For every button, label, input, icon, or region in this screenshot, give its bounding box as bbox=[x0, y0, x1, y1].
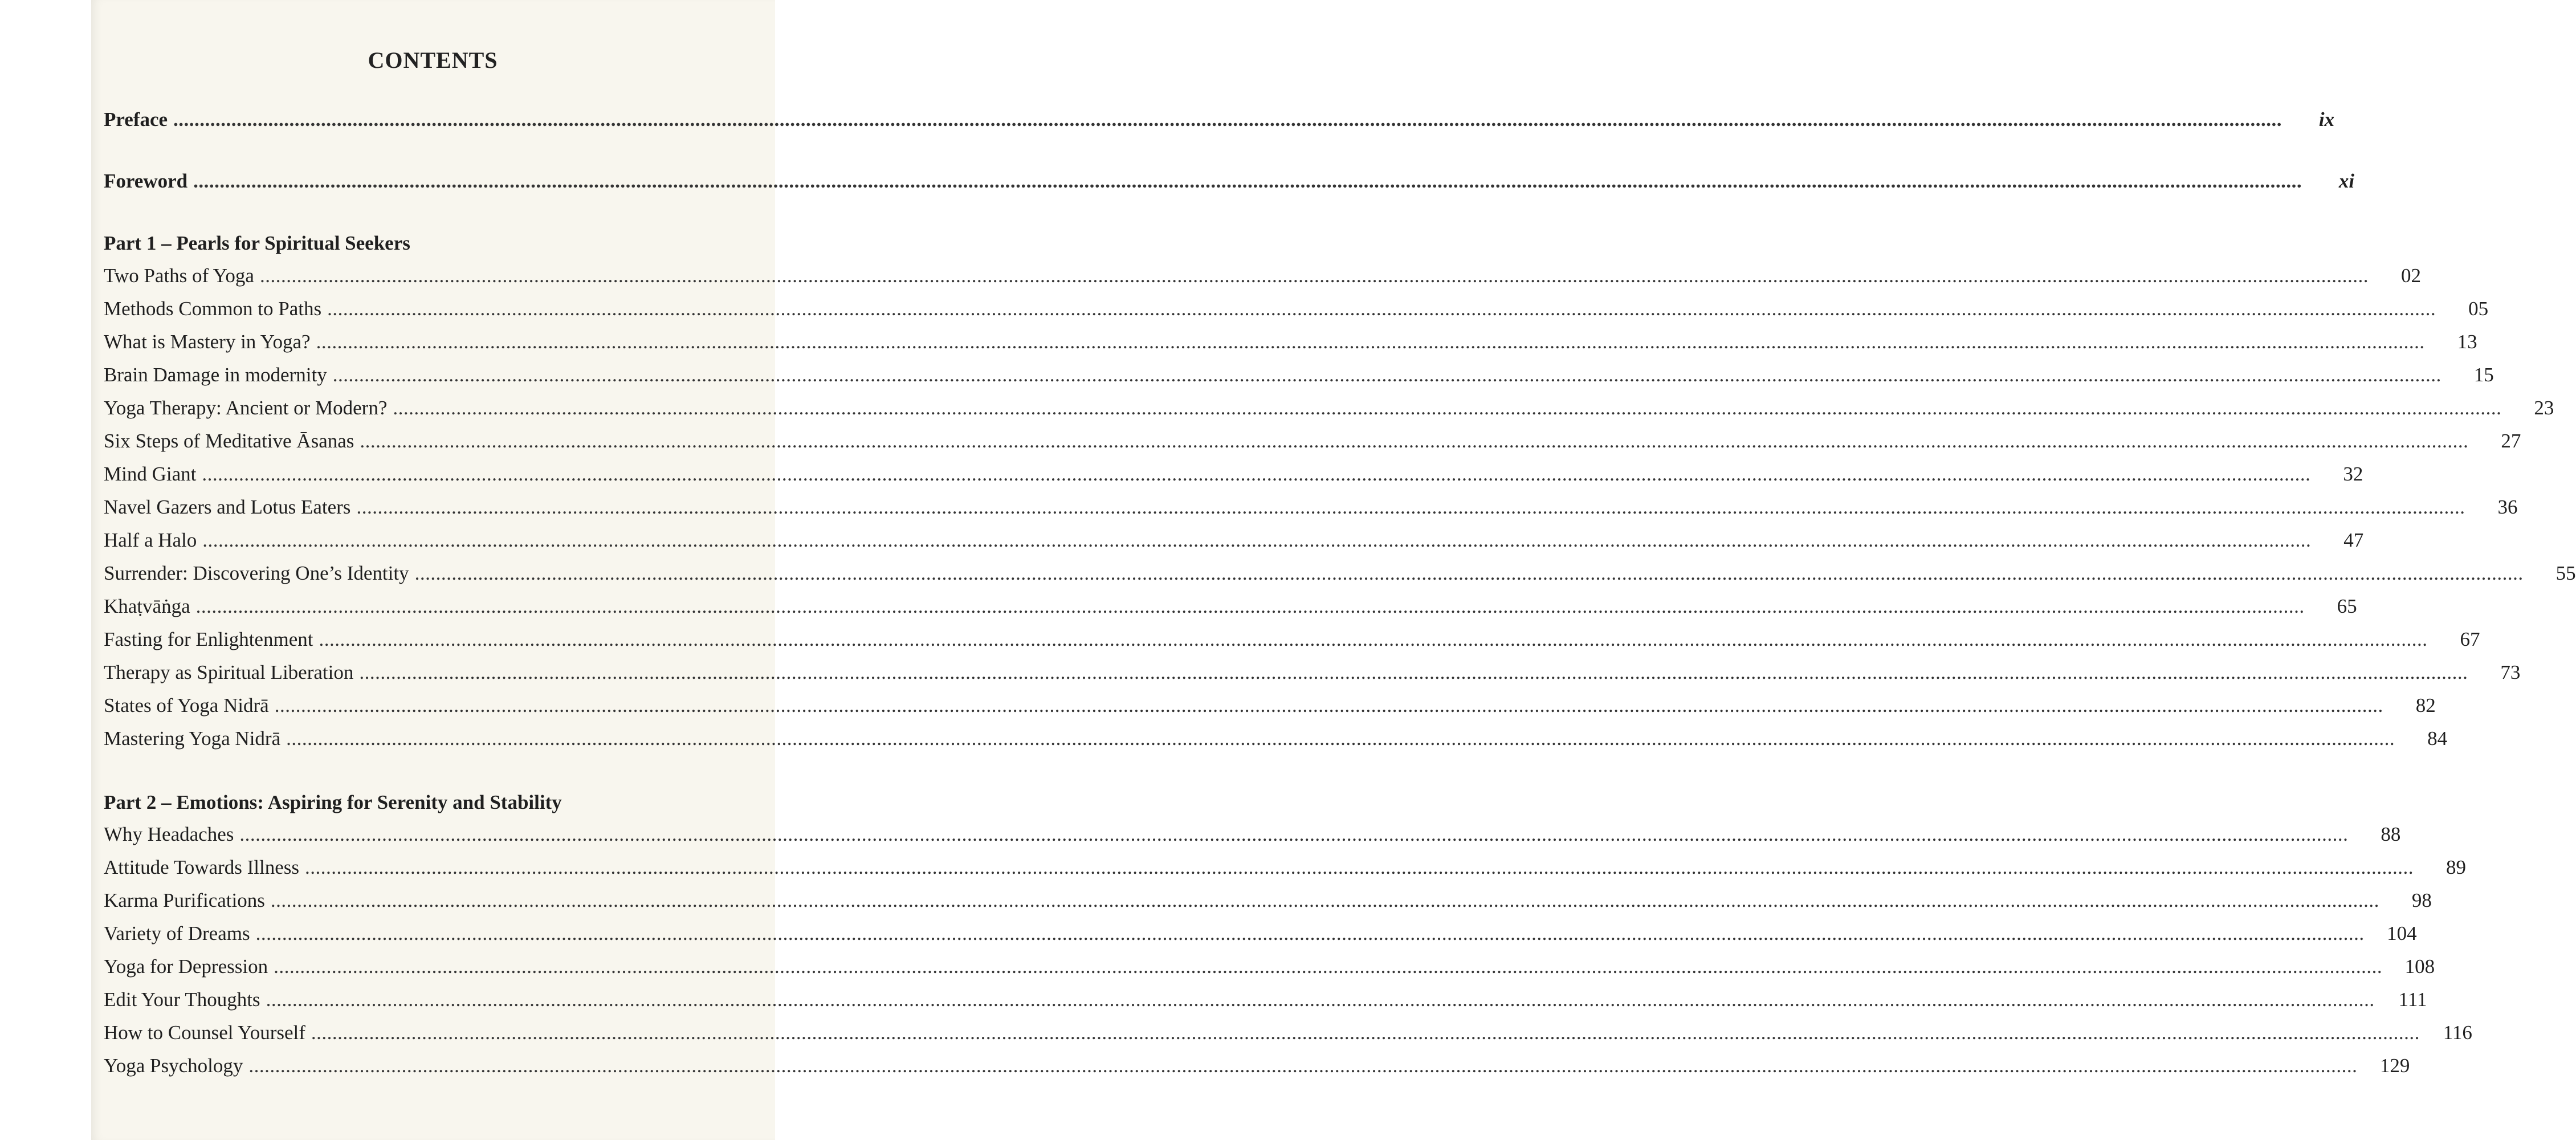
toc-entry[interactable] bbox=[104, 821, 2401, 848]
toc-entry-foreword[interactable] bbox=[104, 168, 2355, 195]
toc-entry-label: Yoga Therapy: Ancient or Modern? bbox=[104, 397, 388, 419]
dot-leader: ................................................................................................................................................................................................................................................................................................................................................................................................................ bbox=[360, 430, 2469, 452]
toc-entry[interactable] bbox=[104, 1019, 2472, 1047]
dot-leader: ................................................................................................................................................................................................................................................................................................................................................................................................................ bbox=[359, 661, 2468, 683]
page-title: CONTENTS bbox=[368, 47, 498, 73]
dot-leader: ................................................................................................................................................................................................................................................................................................................................................................................................................ bbox=[286, 727, 2395, 750]
toc-entry[interactable] bbox=[104, 1052, 2410, 1080]
dot-leader: ................................................................................................................................................................................................................................................................................................................................................................................................................ bbox=[270, 889, 2379, 911]
dot-leader: ................................................................................................................................................................................................................................................................................................................................................................................................................ bbox=[195, 595, 2305, 617]
toc-entry-page: 116 bbox=[2443, 1021, 2472, 1044]
toc-entry-page: 84 bbox=[2427, 727, 2448, 750]
toc-entry-page: xi bbox=[2338, 170, 2355, 192]
toc-entry[interactable] bbox=[104, 659, 2521, 686]
toc-entry[interactable] bbox=[104, 920, 2417, 947]
toc-entry[interactable] bbox=[104, 494, 2518, 521]
toc-entry[interactable] bbox=[104, 262, 2421, 290]
dot-leader: ................................................................................................................................................................................................................................................................................................................................................................................................................ bbox=[193, 170, 2302, 192]
toc-entry-label: Preface bbox=[104, 108, 168, 131]
toc-entry-label: Edit Your Thoughts bbox=[104, 988, 260, 1011]
toc-entry-label: Foreword bbox=[104, 170, 188, 192]
toc-entry-label: Yoga Psychology bbox=[104, 1054, 243, 1077]
toc-entry-page: 15 bbox=[2473, 364, 2494, 386]
toc-entry-page: 82 bbox=[2415, 694, 2436, 716]
toc-entry-page: 104 bbox=[2387, 922, 2417, 944]
toc-entry[interactable] bbox=[104, 361, 2494, 389]
toc-entry-label: Six Steps of Meditative Āsanas bbox=[104, 430, 354, 452]
dot-leader: ................................................................................................................................................................................................................................................................................................................................................................................................................ bbox=[255, 922, 2365, 944]
toc-entry-label: Surrender: Discovering One’s Identity bbox=[104, 562, 409, 584]
dot-leader: ................................................................................................................................................................................................................................................................................................................................................................................................................ bbox=[414, 562, 2524, 584]
dot-leader: ................................................................................................................................................................................................................................................................................................................................................................................................................ bbox=[202, 529, 2312, 551]
toc-entry[interactable] bbox=[104, 560, 2576, 587]
toc-entry-label: Khaṭvāṅga bbox=[104, 595, 190, 617]
toc-entry-label: Brain Damage in modernity bbox=[104, 364, 327, 386]
dot-leader: ................................................................................................................................................................................................................................................................................................................................................................................................................ bbox=[239, 823, 2349, 845]
toc-entry-preface[interactable] bbox=[104, 106, 2335, 133]
dot-leader: ................................................................................................................................................................................................................................................................................................................................................................................................................ bbox=[274, 694, 2383, 716]
toc-entry[interactable] bbox=[104, 692, 2436, 719]
toc-entry-page: 98 bbox=[2411, 889, 2432, 911]
toc-entry-label: Half a Halo bbox=[104, 529, 197, 551]
toc-entry-page: 67 bbox=[2460, 628, 2480, 650]
toc-entry[interactable] bbox=[104, 854, 2466, 881]
toc-entry-page: 55 bbox=[2555, 562, 2576, 584]
dot-leader: ................................................................................................................................................................................................................................................................................................................................................................................................................ bbox=[319, 628, 2428, 650]
toc-entry-label: What is Mastery in Yoga? bbox=[104, 331, 311, 353]
toc-entry[interactable] bbox=[104, 427, 2521, 455]
toc-entry-label: Mastering Yoga Nidrā bbox=[104, 727, 281, 750]
toc-entry-label: States of Yoga Nidrā bbox=[104, 694, 269, 716]
toc-entry-label: Mind Giant bbox=[104, 463, 197, 485]
toc-entry-page: ix bbox=[2318, 108, 2335, 131]
dot-leader: ................................................................................................................................................................................................................................................................................................................................................................................................................ bbox=[259, 264, 2369, 287]
toc-entry[interactable] bbox=[104, 527, 2364, 554]
toc-entry-label: Two Paths of Yoga bbox=[104, 264, 254, 287]
part-1-heading: Part 1 – Pearls for Spiritual Seekers bbox=[104, 232, 410, 254]
dot-leader: ................................................................................................................................................................................................................................................................................................................................................................................................................ bbox=[327, 298, 2436, 320]
toc-entry[interactable] bbox=[104, 461, 2363, 488]
toc-entry-label: Karma Purifications bbox=[104, 889, 265, 911]
toc-entry-page: 108 bbox=[2404, 955, 2435, 978]
toc-entry-page: 65 bbox=[2337, 595, 2357, 617]
toc-entry-page: 89 bbox=[2445, 856, 2466, 878]
dot-leader: ................................................................................................................................................................................................................................................................................................................................................................................................................ bbox=[332, 364, 2442, 386]
dot-leader: ................................................................................................................................................................................................................................................................................................................................................................................................................ bbox=[304, 856, 2414, 878]
toc-entry-label: Yoga for Depression bbox=[104, 955, 268, 978]
dot-leader: ................................................................................................................................................................................................................................................................................................................................................................................................................ bbox=[316, 331, 2425, 353]
dot-leader: ................................................................................................................................................................................................................................................................................................................................................................................................................ bbox=[266, 988, 2375, 1011]
toc-entry-label: Fasting for Enlightenment bbox=[104, 628, 313, 650]
toc-entry-page: 05 bbox=[2468, 298, 2489, 320]
toc-entry[interactable] bbox=[104, 986, 2427, 1013]
toc-entry-label: Methods Common to Paths bbox=[104, 298, 322, 320]
toc-entry[interactable] bbox=[104, 725, 2448, 752]
dot-leader: ................................................................................................................................................................................................................................................................................................................................................................................................................ bbox=[393, 397, 2502, 419]
toc-entry-page: 36 bbox=[2497, 496, 2518, 518]
part-2-heading: Part 2 – Emotions: Aspiring for Serenity and Stability bbox=[104, 791, 562, 813]
toc-entry-page: 129 bbox=[2379, 1054, 2410, 1077]
toc-entry-page: 73 bbox=[2500, 661, 2521, 683]
toc-entry-label: Attitude Towards Illness bbox=[104, 856, 299, 878]
dot-leader: ................................................................................................................................................................................................................................................................................................................................................................................................................ bbox=[311, 1021, 2420, 1044]
toc-entry-label: Variety of Dreams bbox=[104, 922, 250, 944]
toc-entry-label: How to Counsel Yourself bbox=[104, 1021, 305, 1044]
dot-leader: ................................................................................................................................................................................................................................................................................................................................................................................................................ bbox=[274, 955, 2383, 978]
toc-entry-page: 23 bbox=[2534, 397, 2554, 419]
dot-leader: ................................................................................................................................................................................................................................................................................................................................................................................................................ bbox=[356, 496, 2465, 518]
dot-leader: ................................................................................................................................................................................................................................................................................................................................................................................................................ bbox=[173, 108, 2282, 131]
toc-entry-page: 32 bbox=[2343, 463, 2363, 485]
toc-entry[interactable] bbox=[104, 626, 2480, 653]
toc-entry[interactable] bbox=[104, 328, 2477, 356]
toc-entry-label: Why Headaches bbox=[104, 823, 234, 845]
dot-leader: ................................................................................................................................................................................................................................................................................................................................................................................................................ bbox=[248, 1054, 2358, 1077]
toc-entry-page: 27 bbox=[2501, 430, 2521, 452]
toc-entry-page: 13 bbox=[2457, 331, 2477, 353]
toc-entry-label: Navel Gazers and Lotus Eaters bbox=[104, 496, 351, 518]
toc-entry[interactable] bbox=[104, 593, 2357, 620]
toc-entry-page: 88 bbox=[2381, 823, 2401, 845]
dot-leader: ................................................................................................................................................................................................................................................................................................................................................................................................................ bbox=[202, 463, 2311, 485]
toc-entry[interactable] bbox=[104, 295, 2489, 323]
toc-entry[interactable] bbox=[104, 953, 2435, 980]
toc-entry-page: 47 bbox=[2343, 529, 2364, 551]
toc-entry-page: 02 bbox=[2400, 264, 2421, 287]
toc-entry[interactable] bbox=[104, 887, 2432, 914]
toc-entry-label: Therapy as Spiritual Liberation bbox=[104, 661, 354, 683]
toc-entry[interactable] bbox=[104, 394, 2554, 422]
toc-entry-page: 111 bbox=[2398, 988, 2427, 1011]
